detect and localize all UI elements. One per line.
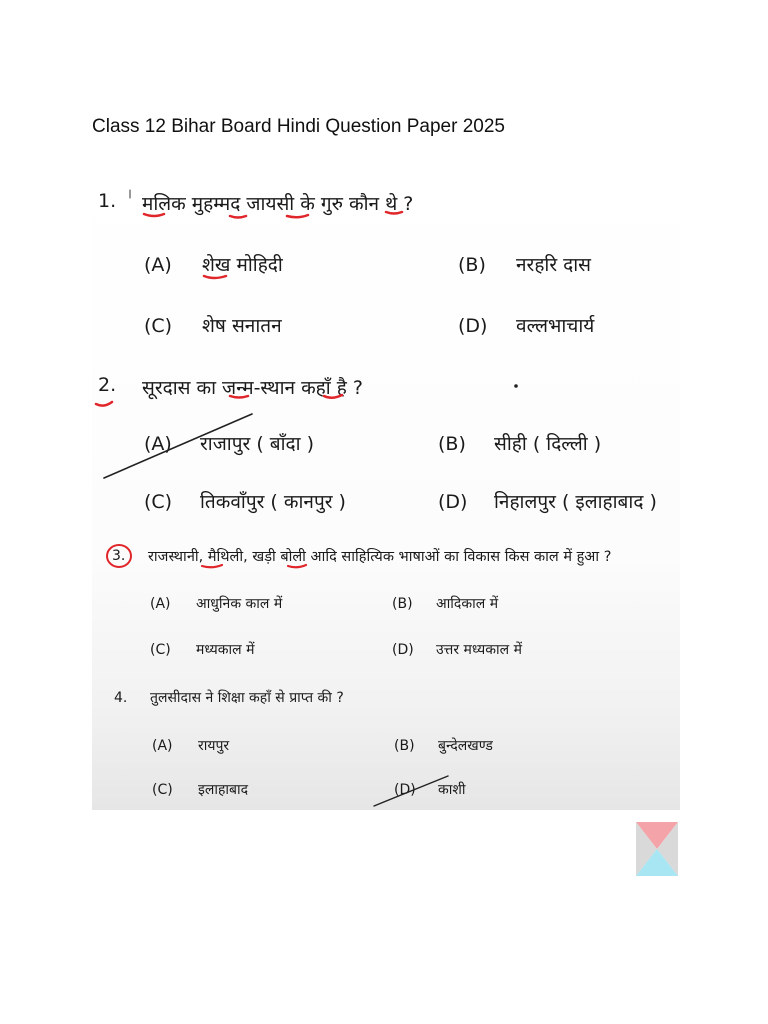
question-number: 4. [114, 690, 128, 706]
option-text: बुन्देलखण्ड [438, 738, 493, 754]
option-c [144, 488, 346, 514]
option-text: आदिकाल में [436, 596, 499, 612]
page-title: Class 12 Bihar Board Hindi Question Paper 2025 [92, 116, 505, 137]
option-letter: (A) [152, 738, 173, 754]
option-letter: (D) [438, 491, 468, 513]
question-number: 3. [112, 548, 126, 564]
option-c [152, 780, 248, 799]
option-text: राजापुर ( बाँदा ) [200, 433, 314, 455]
option-b [458, 251, 591, 277]
question-text: मलिक मुहम्मद जायसी के गुरु कौन थे ? [142, 193, 414, 215]
option-text: सीही ( दिल्ली ) [494, 433, 602, 455]
option-letter: (C) [150, 642, 171, 658]
option-letter: (B) [458, 254, 486, 276]
option-text: इलाहाबाद [198, 782, 249, 798]
option-letter: (B) [438, 433, 466, 455]
option-a [144, 251, 283, 277]
option-b [392, 594, 498, 613]
option-d [394, 780, 466, 799]
option-text: आधुनिक काल में [196, 596, 283, 612]
question-paper-scan [92, 168, 680, 810]
option-letter: (D) [458, 315, 488, 337]
option-text: नरहरि दास [516, 254, 591, 276]
option-letter: (D) [394, 782, 416, 798]
option-b [438, 430, 601, 456]
option-d [458, 312, 594, 338]
option-text: तिकवाँपुर ( कानपुर ) [200, 491, 346, 513]
option-c [150, 640, 254, 659]
option-text: वल्लभाचार्य [516, 315, 595, 337]
option-letter: (A) [144, 433, 172, 455]
option-text: शेष सनातन [202, 315, 282, 337]
question-text: राजस्थानी, मैथिली, खड़ी बोली आदि साहित्यिक भाषाओं का विकास किस काल में हुआ ? [148, 549, 612, 565]
option-text: निहालपुर ( इलाहाबाद ) [494, 491, 657, 513]
option-letter: (C) [144, 315, 173, 337]
option-text: रायपुर [198, 738, 230, 754]
option-b [394, 736, 493, 755]
pen-dot-mark [514, 384, 518, 388]
option-text: काशी [438, 782, 466, 798]
option-letter: (D) [392, 642, 414, 658]
question-text: तुलसीदास ने शिक्षा कहाँ से प्राप्त की ? [150, 690, 344, 706]
question-number: 2. [98, 374, 117, 396]
option-text: उत्तर मध्यकाल में [436, 642, 522, 658]
option-letter: (A) [144, 254, 172, 276]
option-letter: (C) [144, 491, 173, 513]
option-a [152, 736, 229, 755]
option-letter: (B) [392, 596, 413, 612]
option-a [144, 430, 314, 456]
question-text: सूरदास का जन्म-स्थान कहाँ है ? [142, 377, 363, 399]
option-letter: (C) [152, 782, 173, 798]
option-a [150, 594, 282, 613]
diamond-logo-icon [636, 822, 678, 876]
option-d [392, 640, 522, 659]
option-text: मध्यकाल में [196, 642, 255, 658]
question-number: 1. [98, 190, 117, 212]
option-text: शेख मोहिदी [202, 254, 283, 276]
option-letter: (B) [394, 738, 415, 754]
option-d [438, 488, 657, 514]
red-underline-mark [96, 402, 112, 406]
option-c [144, 312, 282, 338]
option-letter: (A) [150, 596, 171, 612]
red-underline-mark [230, 216, 246, 218]
